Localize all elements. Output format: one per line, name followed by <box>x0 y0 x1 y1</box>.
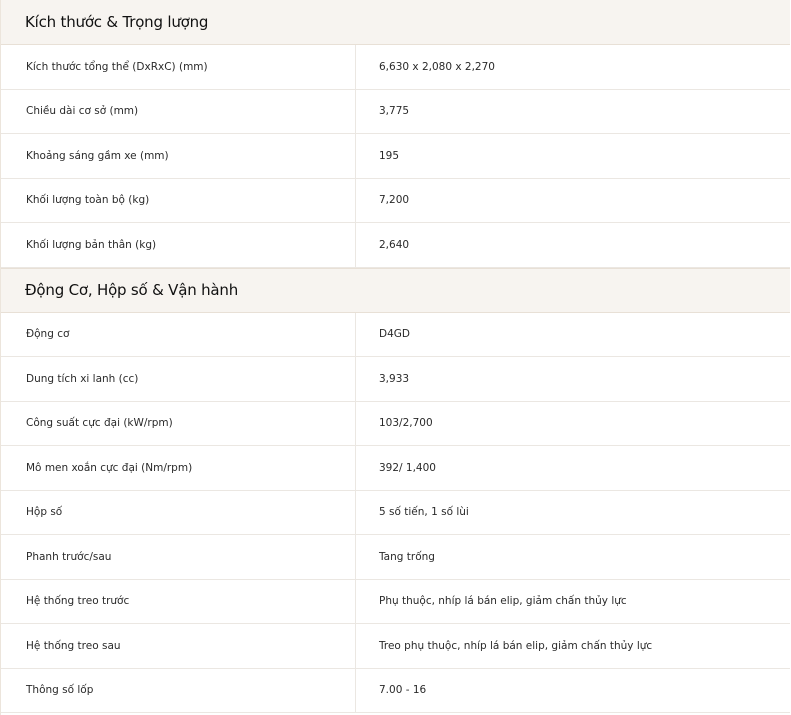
row-label: Kích thước tổng thể (DxRxC) (mm) <box>1 45 356 89</box>
row-value: 195 <box>379 149 400 162</box>
row-value: 5 số tiến, 1 số lùi <box>379 506 469 519</box>
row-value: 7.00 - 16 <box>379 684 427 697</box>
table-row <box>1 402 790 447</box>
row-value: 392/ 1,400 <box>379 461 436 474</box>
section-header-engine: Động Cơ, Hộp số & Vận hành <box>1 268 790 313</box>
row-label: Khối lượng toàn bộ (kg) <box>1 179 356 223</box>
row-label: Hệ thống treo sau <box>1 624 356 668</box>
row-label: Thông số lốp <box>1 669 356 713</box>
table-row <box>1 313 790 358</box>
row-value: 2,640 <box>379 238 410 251</box>
table-row <box>1 491 790 536</box>
table-row <box>1 624 790 669</box>
table-row <box>1 446 790 491</box>
table-row <box>1 179 790 224</box>
table-row <box>1 669 790 714</box>
table-row <box>1 357 790 402</box>
row-label: Khoảng sáng gầm xe (mm) <box>1 134 356 178</box>
row-value: 103/2,700 <box>379 417 433 430</box>
table-row <box>1 535 790 580</box>
row-label: Chiều dài cơ sở (mm) <box>1 90 356 134</box>
table-row <box>1 580 790 625</box>
table-row <box>1 134 790 179</box>
table-row <box>1 90 790 135</box>
row-value: 6,630 x 2,080 x 2,270 <box>379 60 495 73</box>
row-label: Phanh trước/sau <box>1 535 356 579</box>
section-header-dimensions: Kích thước & Trọng lượng <box>1 0 790 45</box>
row-label: Dung tích xi lanh (cc) <box>1 357 356 401</box>
row-label: Hệ thống treo trước <box>1 580 356 624</box>
row-label: Động cơ <box>1 313 356 357</box>
row-label: Công suất cực đại (kW/rpm) <box>1 402 356 446</box>
row-value: Tang trống <box>379 550 435 563</box>
row-value: 7,200 <box>379 194 410 207</box>
row-value: Phụ thuộc, nhíp lá bán elip, giảm chấn thủy lực <box>379 595 627 608</box>
row-value: D4GD <box>379 328 410 341</box>
table-row <box>1 45 790 90</box>
row-label: Khối lượng bản thân (kg) <box>1 223 356 267</box>
row-label: Hộp số <box>1 491 356 535</box>
row-label: Mô men xoắn cực đại (Nm/rpm) <box>1 446 356 490</box>
table-row <box>1 223 790 268</box>
row-value: Treo phụ thuộc, nhíp lá bán elip, giảm chấn thủy lực <box>379 639 653 652</box>
row-value: 3,775 <box>379 105 410 118</box>
row-value: 3,933 <box>379 372 410 385</box>
